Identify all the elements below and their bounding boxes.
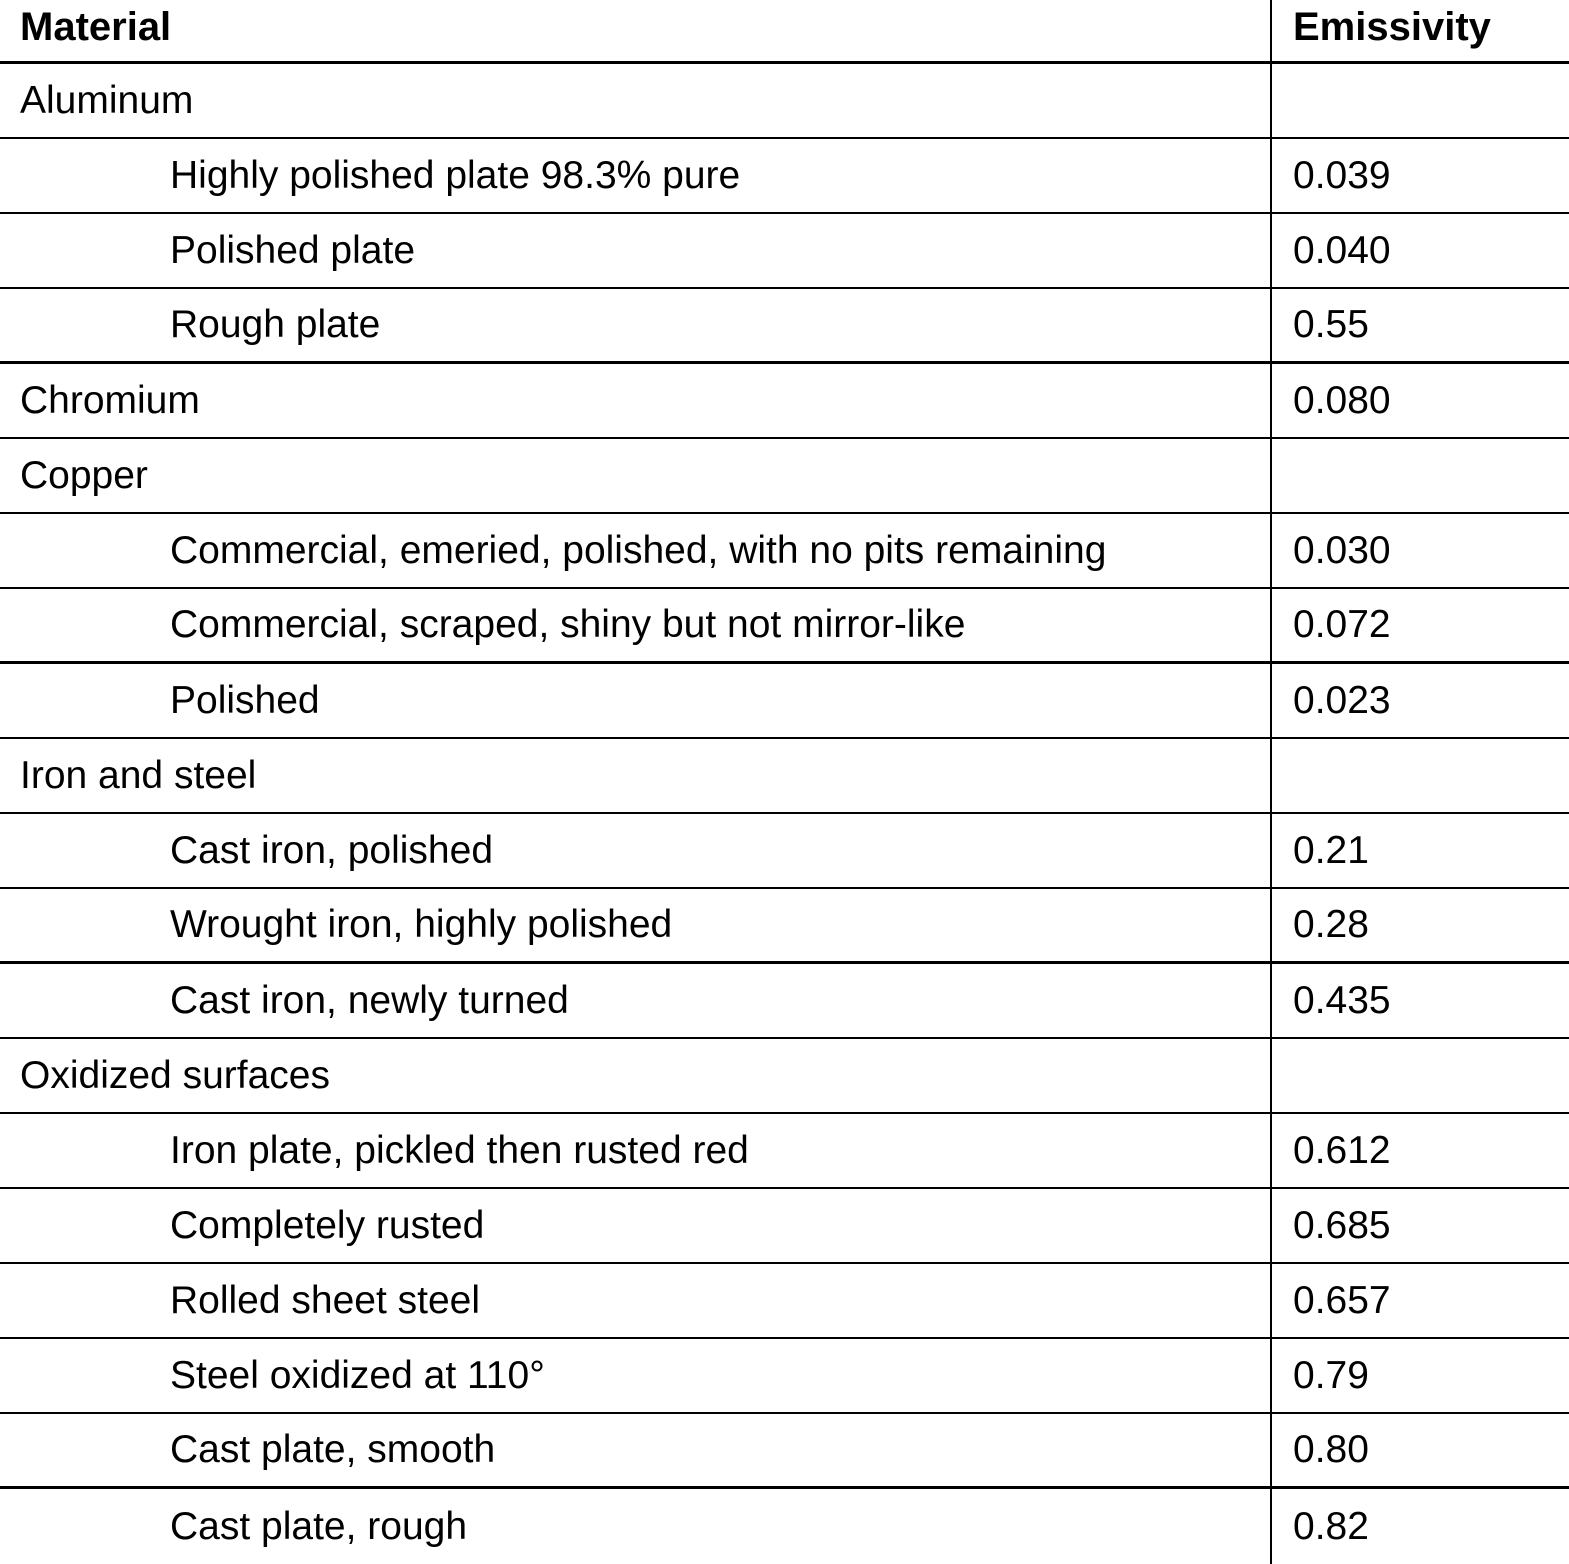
table-row (0, 1114, 1569, 1189)
table-row (0, 439, 1569, 514)
material-cell: Commercial, emeried, polished, with no pits remaining (0, 514, 1272, 587)
emissivity-cell: 0.039 (1293, 153, 1391, 197)
table-row (0, 964, 1569, 1039)
material-cell: Polished (0, 664, 1272, 737)
material-cell: Chromium (0, 364, 1272, 437)
material-cell: Oxidized surfaces (0, 1039, 1272, 1112)
emissivity-cell: 0.82 (1293, 1504, 1369, 1548)
table-row (0, 1189, 1569, 1264)
table-row (0, 514, 1569, 589)
material-cell: Highly polished plate 98.3% pure (0, 139, 1272, 212)
emissivity-cell: 0.21 (1293, 828, 1369, 872)
table-row (0, 364, 1569, 439)
table-row (0, 664, 1569, 739)
material-cell: Polished plate (0, 214, 1272, 287)
emissivity-cell: 0.612 (1293, 1128, 1391, 1172)
emissivity-cell: 0.435 (1293, 978, 1391, 1022)
emissivity-cell (1272, 439, 1569, 512)
emissivity-cell: 0.80 (1293, 1428, 1369, 1471)
emissivity-cell: 0.55 (1293, 303, 1369, 346)
emissivity-cell (1272, 739, 1569, 812)
emissivity-cell: 0.023 (1293, 678, 1391, 722)
material-cell: Rolled sheet steel (0, 1264, 1272, 1337)
emissivity-cell: 0.28 (1293, 903, 1369, 946)
table-row (0, 589, 1569, 664)
emissivity-cell (1272, 1039, 1569, 1112)
emissivity-cell: 0.080 (1293, 378, 1391, 422)
emissivity-cell (1272, 64, 1569, 137)
material-cell: Steel oxidized at 110° (0, 1339, 1272, 1412)
table-row (0, 739, 1569, 814)
table-row (0, 214, 1569, 289)
emissivity-cell: 0.072 (1293, 603, 1391, 646)
emissivity-cell: 0.79 (1293, 1353, 1369, 1397)
emissivity-cell: 0.040 (1293, 228, 1391, 272)
table-header-row (0, 0, 1569, 64)
table-row (0, 889, 1569, 964)
table-row (0, 1339, 1569, 1414)
table-row (0, 139, 1569, 214)
material-cell: Iron plate, pickled then rusted red (0, 1114, 1272, 1187)
material-cell: Completely rusted (0, 1189, 1272, 1262)
material-cell: Aluminum (0, 64, 1272, 137)
material-cell: Wrought iron, highly polished (0, 889, 1272, 961)
material-cell: Cast plate, smooth (0, 1414, 1272, 1486)
header-emissivity: Emissivity (1293, 5, 1491, 49)
header-material: Material (0, 0, 1272, 61)
emissivity-cell: 0.030 (1293, 528, 1391, 572)
table-row (0, 1489, 1569, 1564)
material-cell: Rough plate (0, 289, 1272, 361)
material-cell: Cast iron, polished (0, 814, 1272, 887)
table-row (0, 64, 1569, 139)
table-row (0, 1039, 1569, 1114)
material-cell: Iron and steel (0, 739, 1272, 812)
emissivity-cell: 0.685 (1293, 1203, 1391, 1247)
table-row (0, 1264, 1569, 1339)
material-cell: Cast plate, rough (0, 1489, 1272, 1564)
table-row (0, 289, 1569, 364)
material-cell: Cast iron, newly turned (0, 964, 1272, 1037)
table-row (0, 1414, 1569, 1489)
material-cell: Copper (0, 439, 1272, 512)
table-row (0, 814, 1569, 889)
material-cell: Commercial, scraped, shiny but not mirror-like (0, 589, 1272, 661)
emissivity-cell: 0.657 (1293, 1278, 1391, 1322)
